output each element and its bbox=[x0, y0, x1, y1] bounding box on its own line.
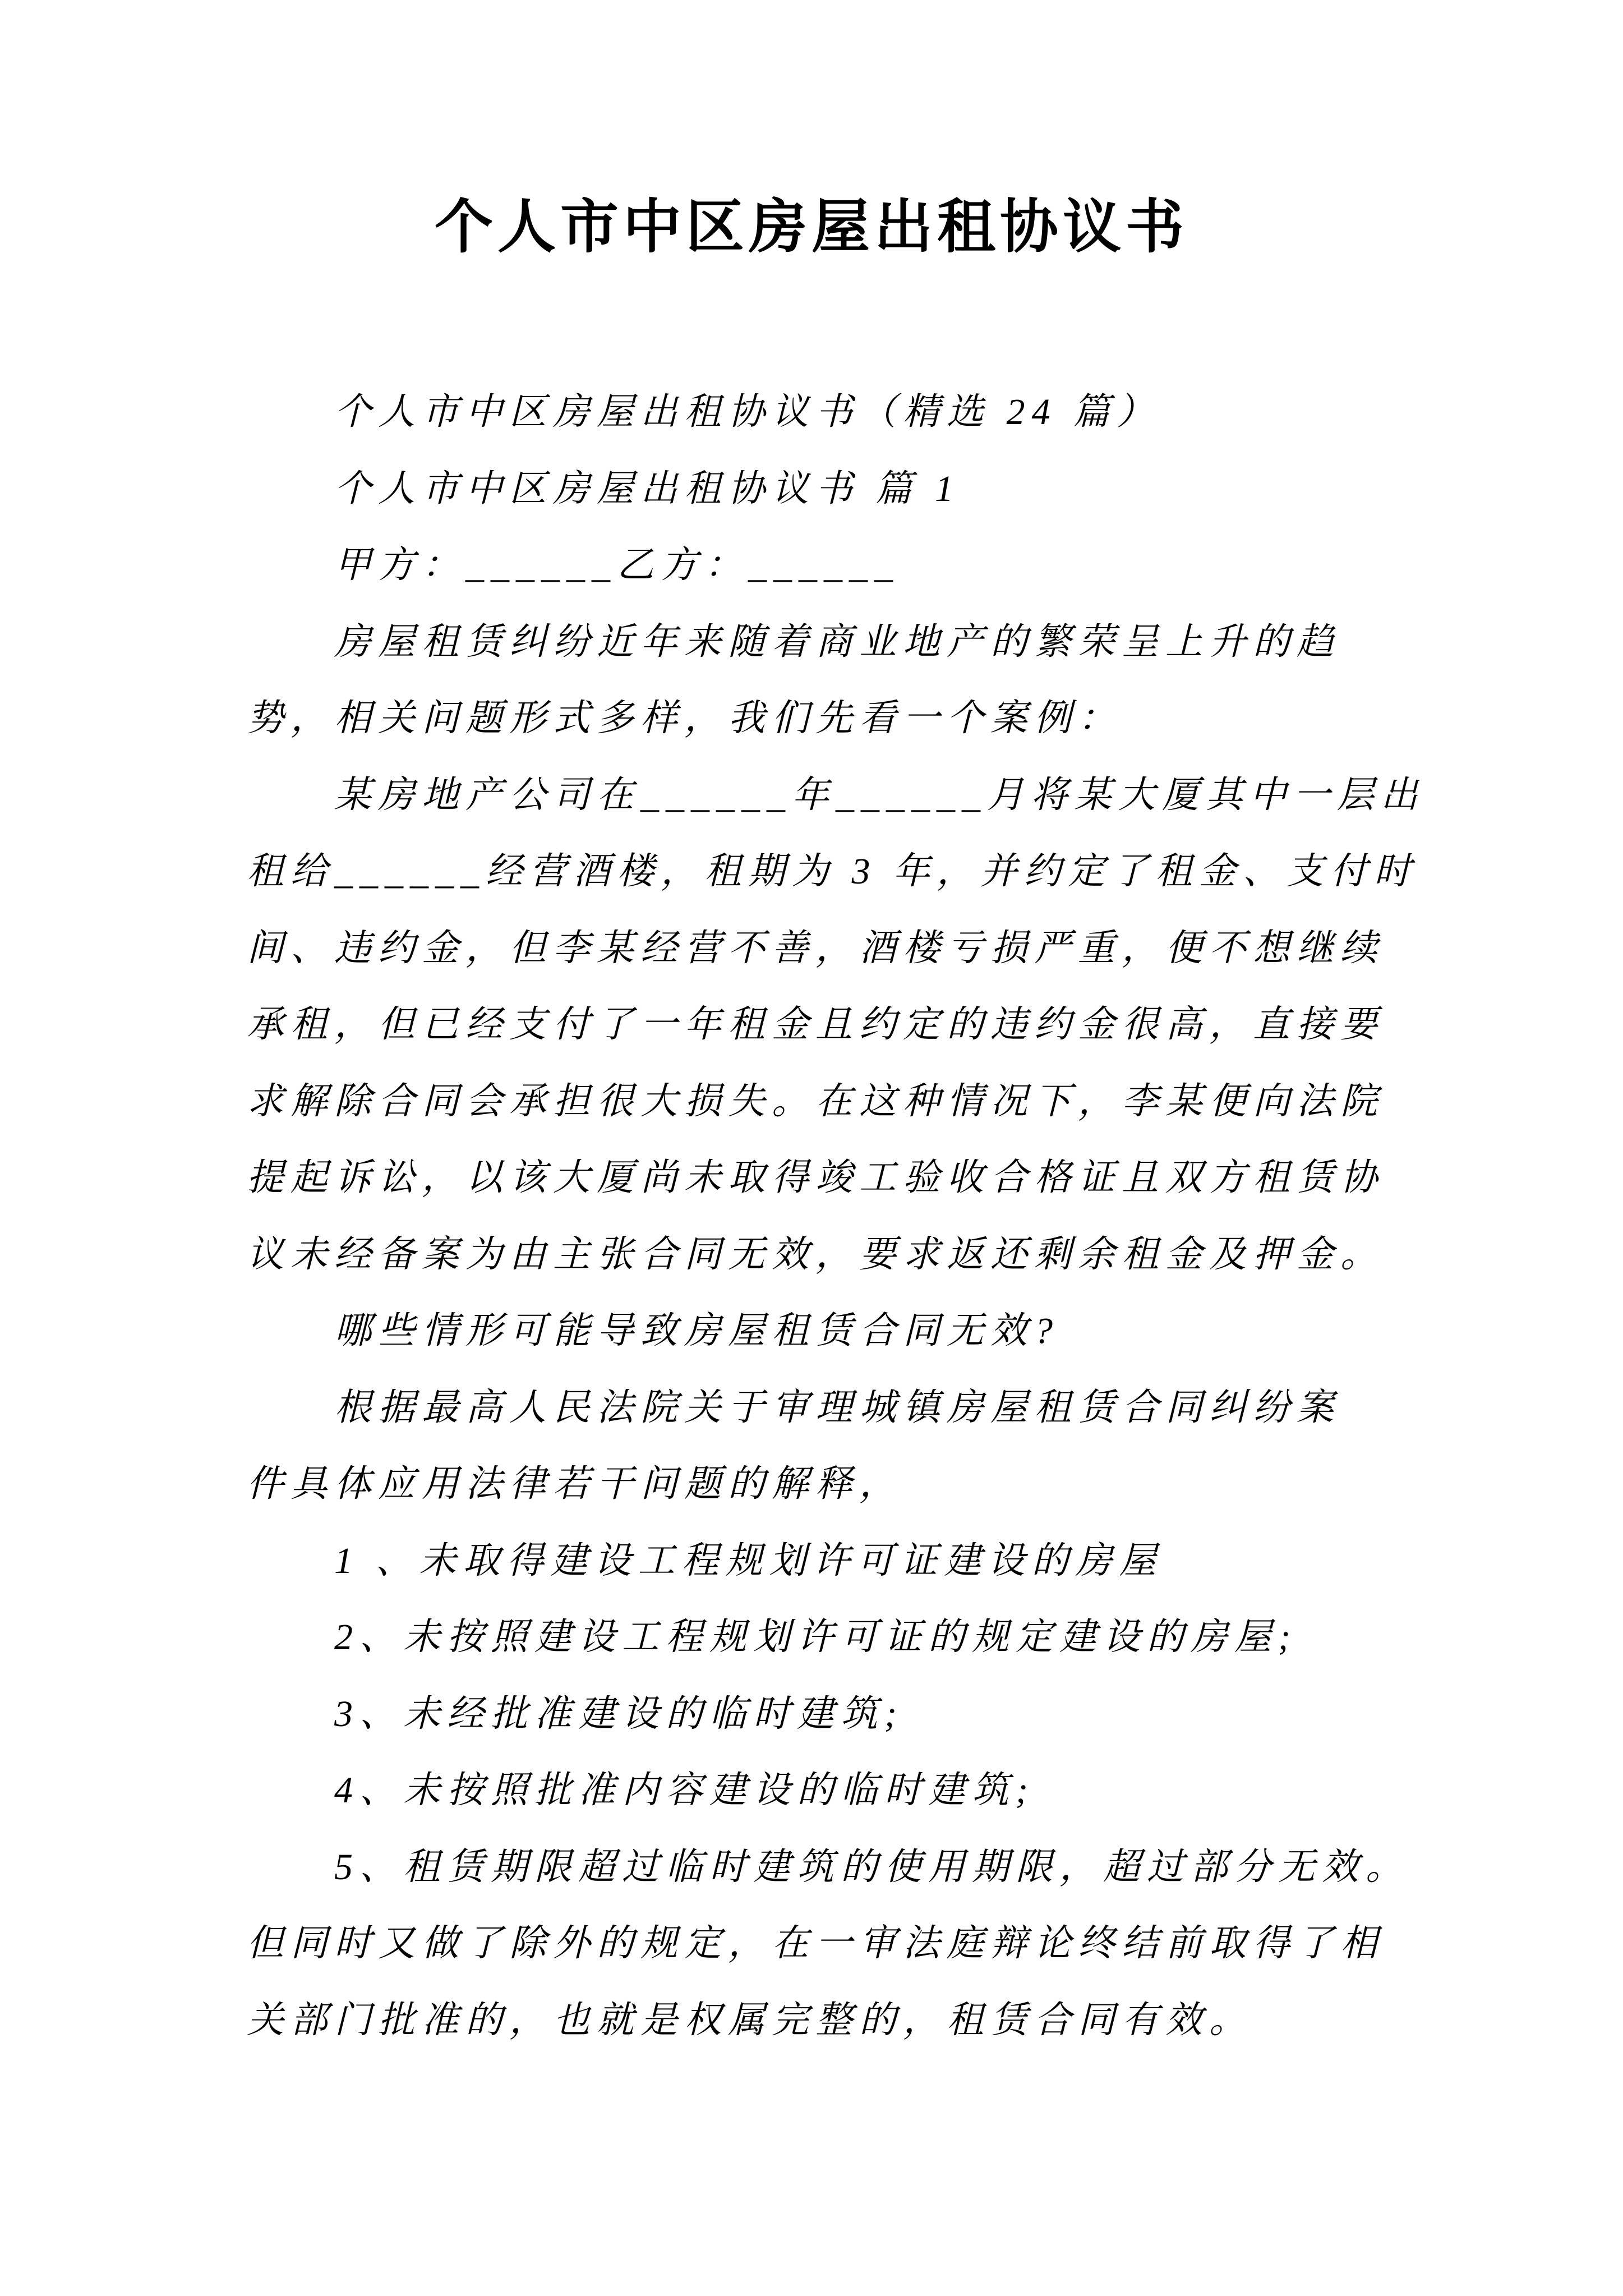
body-line: 但同时又做了除外的规定，在一审法庭辩论终结前取得了相 bbox=[247, 1923, 1384, 1964]
body-line: 租给______经营酒楼，租期为 3 年，并约定了租金、支付时 bbox=[247, 851, 1418, 892]
body-line: 提起诉讼，以该大厦尚未取得竣工验收合格证且双方租赁协 bbox=[247, 1157, 1384, 1198]
body-line: 求解除合同会承担很大损失。在这种情况下，李某便向法院 bbox=[247, 1080, 1384, 1122]
body-line: 个人市中区房屋出租协议书（精选 24 篇） bbox=[334, 392, 1160, 432]
body-line: 个人市中区房屋出租协议书 篇 1 bbox=[334, 468, 960, 509]
body-line: 势，相关问题形式多样，我们先看一个案例： bbox=[247, 698, 1122, 739]
body-line: 根据最高人民法院关于审理城镇房屋租赁合同纠纷案 bbox=[334, 1387, 1340, 1428]
body-line: 4、未按照批准内容建设的临时建筑; bbox=[334, 1770, 1035, 1811]
page-title: 个人市中区房屋出租协议书 bbox=[434, 195, 1188, 260]
body-line: 间、违约金，但李某经营不善，酒楼亏损严重，便不想继续 bbox=[247, 927, 1384, 969]
body-line: 关部门批准的，也就是权属完整的，租赁合同有效。 bbox=[247, 1999, 1253, 2041]
body-line: 3、未经批准建设的临时建筑; bbox=[334, 1693, 903, 1734]
body-line: 某房地产公司在______年______月将某大厦其中一层出 bbox=[334, 774, 1424, 816]
body-line: 议未经备案为由主张合同无效，要求返还剩余租金及押金。 bbox=[247, 1234, 1384, 1275]
body-line: 房屋租赁纠纷近年来随着商业地产的繁荣呈上升的趋 bbox=[334, 621, 1340, 662]
body-line: 2、未按照建设工程规划许可证的规定建设的房屋; bbox=[334, 1617, 1297, 1658]
body-line: 承租，但已经支付了一年租金且约定的违约金很高，直接要 bbox=[247, 1004, 1384, 1045]
body-line: 1 、未取得建设工程规划许可证建设的房屋 bbox=[334, 1540, 1163, 1581]
body-line: 甲方：______乙方：______ bbox=[334, 545, 900, 586]
document-body bbox=[247, 374, 1424, 2059]
body-line: 5、租赁期限超过临时建筑的使用期限，超过部分无效。 bbox=[334, 1846, 1409, 1888]
body-line: 件具体应用法律若干问题的解释， bbox=[247, 1464, 903, 1504]
body-line: 哪些情形可能导致房屋租赁合同无效? bbox=[334, 1310, 1059, 1351]
